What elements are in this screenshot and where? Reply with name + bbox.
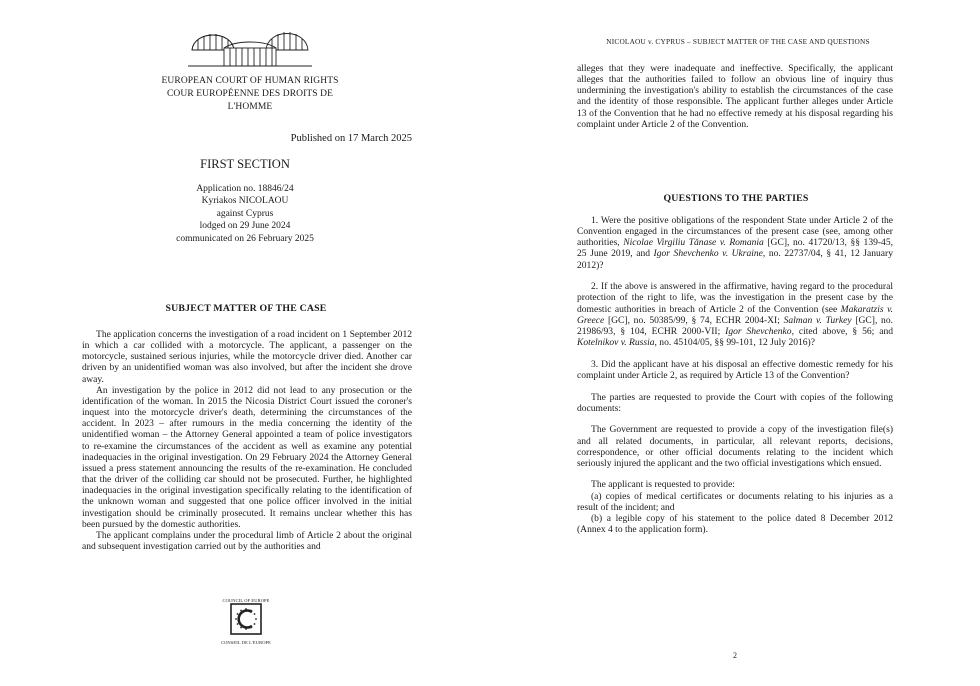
court-logo — [160, 20, 340, 114]
court-name-fr: COUR EUROPÉENNE DES DROITS DE L'HOMME — [167, 89, 333, 112]
question-1: 1. Were the positive obligations of the respondent State under Article 2 of the Convention engaged in the circumstances of the present case (see, among other authorities, Nicolae Virgiliu Tănase v. Romania [GC], no. 41720/13, §§ 139-45, 25 June 2019, and Igor Shevchenko v. Ukraine, no. 22737/04, § 41, 12 January 2012)? — [577, 215, 893, 271]
questions-body — [577, 215, 893, 535]
lodged-date: lodged on 29 June 2024 — [199, 221, 291, 232]
respondent-state: against Cyprus — [216, 208, 274, 219]
coe-caption-en: COUNCIL OF EUROPE — [222, 598, 270, 603]
continuation-paragraph: alleges that they were inadequate and ineffective. Specifically, the applicant alleges that the authorities failed to follow an obvious line of inquiry thus undermining the investigation's ability to establish the circumstances of the case and the identity of those responsible. The applicant further alleges under Article 13 of the Convention that he had no effective remedy at his disposal regarding his complaint under Article 2 of the Convention. — [577, 63, 893, 130]
applicant-name: Kyriakos NICOLAOU — [201, 196, 289, 207]
council-of-europe-logo — [216, 598, 276, 645]
published-date: Published on 17 March 2025 — [290, 133, 412, 144]
section-title: FIRST SECTION — [200, 157, 290, 171]
subject-paragraph: The application concerns the investigation of a road incident on 1 September 2012 in which a car collided with a motorcycle. The applicant, a passenger on the motorcycle, sustained serious injuries, while the motorcycle driver died. Another car driven by an unidentified woman was also involved, but after the incident she drove away. — [82, 329, 412, 385]
question-3: 3. Did the applicant have at his disposal an effective domestic remedy for his complaint under Article 2, as required by Article 13 of the Convention? — [577, 358, 893, 381]
list-item: (b) a legible copy of his statement to the police dated 8 December 2012 (Annex 4 to the application form). — [577, 512, 893, 536]
application-number: Application no. 18846/24 — [196, 184, 294, 194]
government-request: The Government are requested to provide a copy of the investigation file(s) and all related documents, in particular, all relevant reports, decisions, correspondence, or other official documents relating to the incident which seriously injured the applicant and the two official investigations which ensued. — [577, 424, 893, 469]
question-2: 2. If the above is answered in the affirmative, having regard to the procedural protection of the right to life, was the investigation in the present case by the domestic authorities in breach of Article 2 of the Convention (see Makaratzis v. Greece [GC], no. 50385/99, § 74, ECHR 2004-XI; Salman v. Turkey [GC], no. 21986/93, § 104, ECHR 2000-VII; Igor Shevchenko, cited above, § 56; and Kotelnikov v. Russia, no. 45104/05, §§ 99-101, 12 July 2016)? — [577, 281, 894, 349]
communicated-date: communicated on 26 February 2025 — [176, 233, 314, 244]
questions-heading: QUESTIONS TO THE PARTIES — [663, 193, 809, 204]
page-number: 2 — [733, 651, 737, 660]
subject-paragraph: The applicant complains under the procedural limb of Article 2 about the original and subsequent investigation carried out by the authorities and — [82, 529, 412, 552]
applicant-request-list — [577, 491, 893, 536]
running-header: NICOLAOU v. CYPRUS – SUBJECT MATTER OF THE CASE AND QUESTIONS — [606, 37, 870, 46]
continuation-text — [577, 63, 893, 130]
court-name-en: EUROPEAN COURT OF HUMAN RIGHTS — [161, 76, 339, 86]
coe-emblem-icon — [230, 603, 262, 635]
coe-caption-fr: CONSEIL DE L'EUROPE — [220, 640, 272, 645]
court-building-icon — [180, 20, 320, 70]
application-info — [150, 183, 340, 245]
subject-paragraph: An investigation by the police in 2012 did not lead to any prosecution or the identification of the woman. In 2015 the Nicosia District Court issued the coroner's inquest into the motorcycle driver's death, determining the circumstances of the accident. In 2023 – after rumours in the media concerning the identity of the unidentified woman – the Attorney General appointed a team of police investigators to re-examine the circumstances of the accident as well as examine any potential inadequacies in the original investigation. On 29 February 2024 the Attorney General issued a press statement announcing the results of the re-examination. He concluded that the driver of the colliding car should not be prosecuted. Further, he highlighted inadequacies in the original investigation specifically relating to the identification of the unknown woman and suggested that one police officer involved in the initial investigation should be criminally prosecuted. It remains unclear whether this has been pursued by the domestic authorities. — [82, 384, 412, 530]
subject-body — [82, 329, 412, 552]
parties-request: The parties are requested to provide the Court with copies of the following documents: — [577, 391, 893, 414]
page-right — [490, 0, 980, 686]
applicant-request-intro: The applicant is requested to provide: — [591, 479, 735, 491]
list-item: (a) copies of medical certificates or documents relating to his injuries as a result of the incident; and — [577, 490, 893, 513]
subject-heading: SUBJECT MATTER OF THE CASE — [165, 303, 327, 314]
